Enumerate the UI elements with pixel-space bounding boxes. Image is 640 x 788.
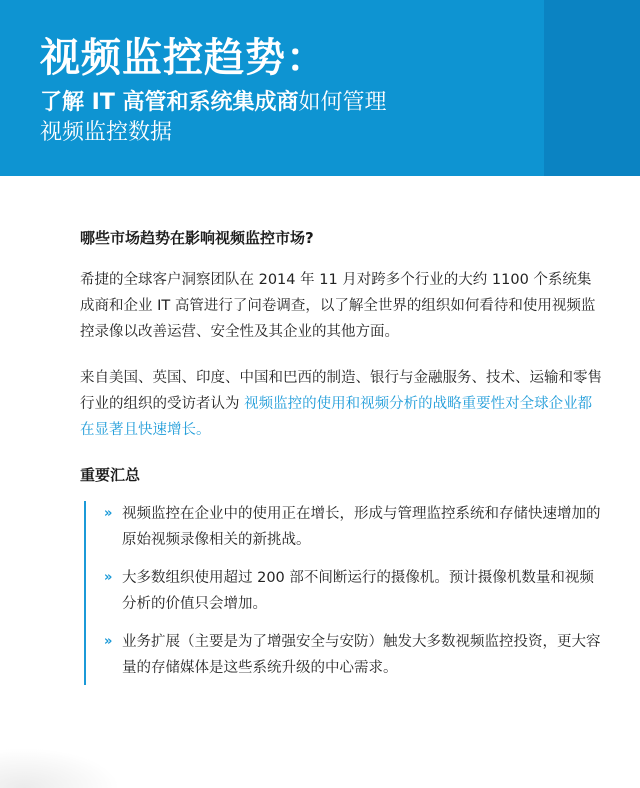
page-corner-shadow bbox=[0, 748, 120, 788]
summary-list bbox=[84, 501, 605, 685]
summary-item-text: 业务扩展（主要是为了增强安全与安防）触发大多数视频监控投资，更大容量的存储媒体是这些系统升级的中心需求。 bbox=[122, 634, 601, 676]
summary-item bbox=[104, 565, 605, 617]
summary-item-text: 大多数组织使用超过 200 部不间断运行的摄像机。预计摄像机数量和视频分析的价值只会增加。 bbox=[122, 570, 594, 612]
subtitle-line-1 bbox=[40, 88, 387, 118]
chevron-double-right-icon: » bbox=[104, 506, 113, 521]
summary-item bbox=[104, 629, 605, 681]
findings-text: 来自美国、英国、印度、中国和巴西的制造、银行与金融服务、技术、运输和零售行业的组织的受访者认为 bbox=[80, 370, 602, 412]
chevron-double-right-icon: » bbox=[104, 570, 113, 585]
summary-heading: 重要汇总 bbox=[80, 466, 141, 484]
summary-item-text: 视频监控在企业中的使用正在增长，形成与管理监控系统和存储快速增加的原始视频录像相关的新挑战。 bbox=[122, 506, 601, 548]
page-title: 视频监控趋势： bbox=[40, 35, 327, 81]
header-banner bbox=[0, 0, 640, 176]
summary-item bbox=[104, 501, 605, 553]
subtitle-line-2: 视频监控数据 bbox=[40, 120, 173, 145]
intro-paragraph: 希捷的全球客户洞察团队在 2014 年 11 月对跨多个行业的大约 1100 个系统集成商和企业 IT 高管进行了问卷调查，以了解全世界的组织如何看待和使用视频监控录像以改善运营、安全性及其企业的其他方面。 bbox=[80, 272, 596, 340]
main-content bbox=[80, 226, 605, 685]
chevron-double-right-icon: » bbox=[104, 634, 113, 649]
findings-highlight-text: 视频监控的使用和视频分析的战略重要性对全球企业都在显著且快速增长。 bbox=[80, 396, 593, 438]
section-question-heading: 哪些市场趋势在影响视频监控市场? bbox=[80, 229, 314, 247]
subtitle-plain-text: 如何管理 bbox=[298, 90, 387, 115]
subtitle-strong-text: 了解 IT 高管和系统集成商 bbox=[40, 90, 299, 115]
findings-paragraph bbox=[80, 365, 605, 443]
page-subtitle bbox=[40, 88, 387, 148]
header-accent-block bbox=[544, 0, 640, 176]
